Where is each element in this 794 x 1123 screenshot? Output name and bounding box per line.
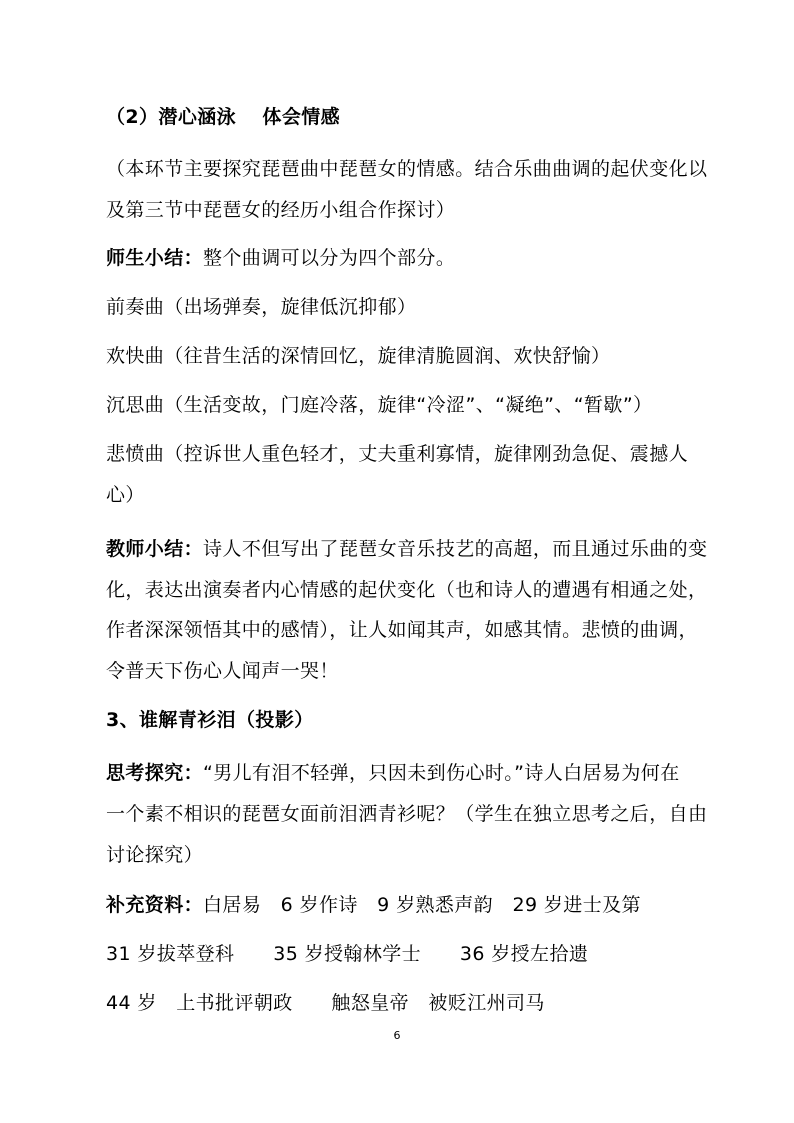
summary-label: 师生小结： xyxy=(106,247,204,269)
page-number: 6 xyxy=(393,1029,401,1042)
supplementary-material xyxy=(106,893,641,917)
body-text: 诗人不但写出了琵琶女音乐技艺的高超，而且通过乐曲的变 xyxy=(203,538,708,560)
summary-label: 教师小结： xyxy=(106,538,204,560)
paragraph-line xyxy=(106,942,588,966)
body-text: 作者深深领悟其中的感情），让人如闻其声，如感其情。悲愤的曲调， xyxy=(106,619,698,641)
heading-text: （2）潜心涵泳 体会情感 xyxy=(106,106,341,128)
body-text: 44 岁 上书批评朝政 触怒皇帝 被贬江州司马 xyxy=(106,992,545,1014)
paragraph-line xyxy=(106,991,545,1015)
body-text: 欢快曲（往昔生活的深情回忆，旋律清脆圆润、欢快舒愉） xyxy=(106,345,611,367)
list-item-contemplative xyxy=(106,393,652,417)
section-heading-tears xyxy=(106,708,314,732)
body-text: 化，表达出演奏者内心情感的起伏变化（也和诗人的遭遇有相通之处， xyxy=(106,579,708,601)
body-text: （本环节主要探究琵琶曲中琵琶女的情感。结合乐曲曲调的起伏变化以 xyxy=(106,158,708,180)
body-text: 及第三节中琵琶女的经历小组合作探讨） xyxy=(106,199,456,221)
body-text: 沉思曲（生活变故，门庭冷落，旋律“冷涩”、“凝绝”、“暂歇”） xyxy=(106,394,653,416)
teacher-student-summary xyxy=(106,246,455,270)
body-text: 令普天下伤心人闻声一哭！ xyxy=(106,660,339,682)
paragraph-line xyxy=(106,659,339,683)
body-text: 一个素不相识的琵琶女面前泪洒青衫呢？（学生在独立思考之后，自由 xyxy=(106,803,708,825)
paragraph-line xyxy=(106,802,707,826)
summary-label: 补充资料： xyxy=(106,894,204,916)
body-text: 前奏曲（出场弹奏，旋律低沉抑郁） xyxy=(106,296,417,318)
paragraph-line xyxy=(106,198,455,222)
paragraph-line xyxy=(106,483,145,507)
body-text: “男儿有泪不轻弹，只因未到伤心时。”诗人白居易为何在 xyxy=(203,762,680,784)
list-item-prelude xyxy=(106,295,416,319)
paragraph-line xyxy=(106,843,203,867)
body-text: 整个曲调可以分为四个部分。 xyxy=(203,247,456,269)
body-text: 讨论探究） xyxy=(106,844,204,866)
body-text: 31 岁拔萃登科 35 岁授翰林学士 36 岁授左拾遗 xyxy=(106,943,589,965)
body-text: 心） xyxy=(106,484,145,506)
section-heading-immersion xyxy=(106,105,340,129)
thinking-exploration xyxy=(106,761,680,785)
paragraph-line xyxy=(106,618,698,642)
list-item-joyful xyxy=(106,344,610,368)
summary-label: 思考探究： xyxy=(106,762,204,784)
body-text: 悲愤曲（控诉世人重色轻才，丈夫重利寡情，旋律刚劲急促、震撼人 xyxy=(106,443,689,465)
paragraph-line xyxy=(106,578,707,602)
body-text: 白居易 6 岁作诗 9 岁熟悉声韵 29 岁进士及第 xyxy=(203,894,641,916)
heading-text: 3、谁解青衫泪（投影） xyxy=(106,709,314,731)
paragraph-line xyxy=(106,157,707,181)
list-item-grief xyxy=(106,442,688,466)
teacher-summary xyxy=(106,537,707,561)
